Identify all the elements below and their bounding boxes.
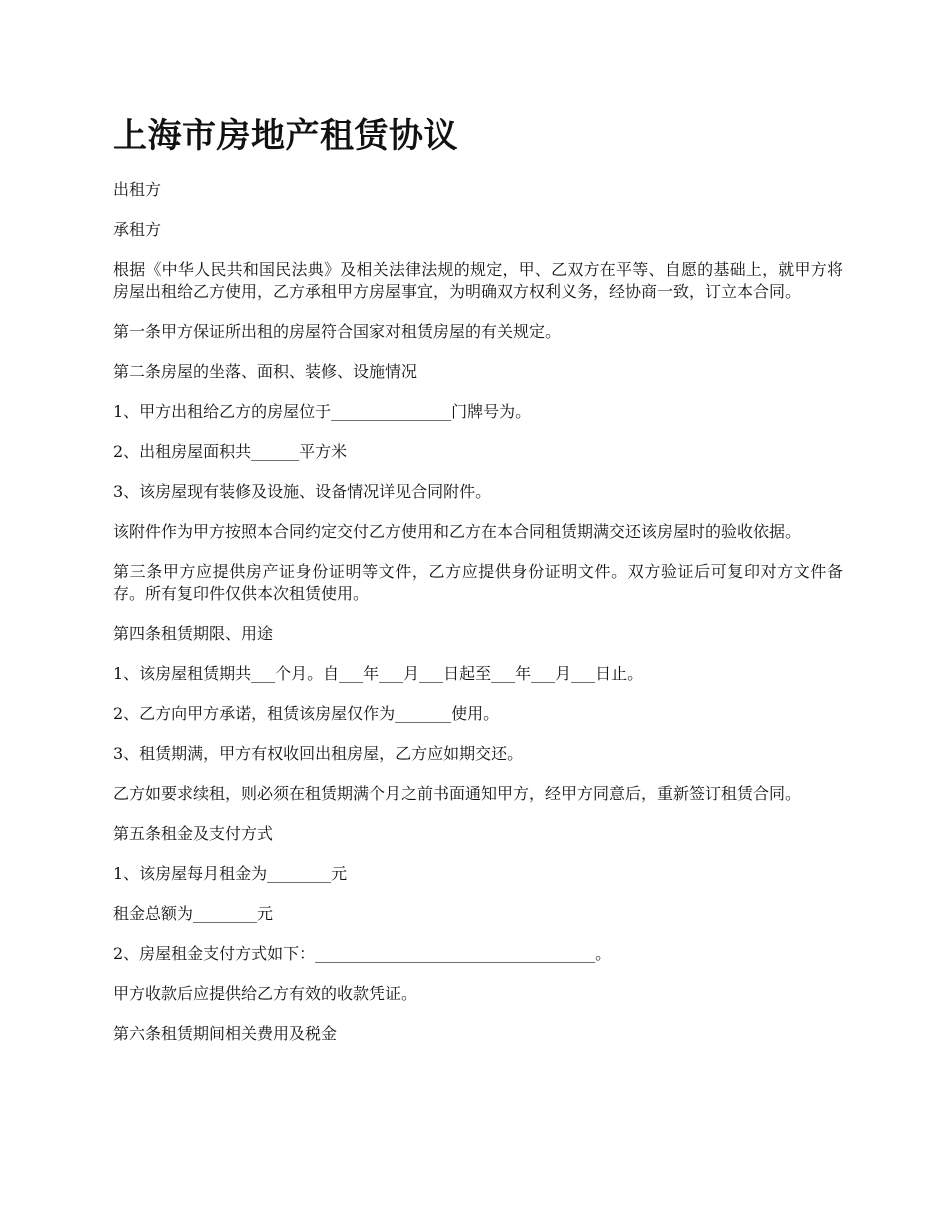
article-4-item-2: 2、乙方向甲方承诺，租赁该房屋仅作为_______使用。: [113, 704, 500, 723]
renewal-note: 乙方如要求续租，则必须在租赁期满个月之前书面通知甲方，经甲方同意后，重新签订租赁合同。: [113, 784, 802, 803]
party-lessee-line: 承租方: [113, 220, 162, 239]
document-body: [113, 179, 843, 1045]
article-1: 第一条甲方保证所出租的房屋符合国家对租赁房屋的有关规定。: [113, 322, 562, 341]
rent-total-line: 租金总额为________元: [113, 904, 274, 923]
article-3: 第三条甲方应提供房产证身份证明等文件，乙方应提供身份证明文件。双方验证后可复印对方文件备存。所有复印件仅供本次租赁使用。: [113, 562, 843, 603]
article-6-heading: 第六条租赁期间相关费用及税金: [113, 1024, 338, 1043]
article-2-item-2: 2、出租房屋面积共______平方米: [113, 442, 348, 461]
article-2-item-3: 3、该房屋现有装修及设施、设备情况详见合同附件。: [113, 482, 492, 501]
article-2-item-1: 1、甲方出租给乙方的房屋位于_______________门牌号为。: [113, 402, 532, 421]
article-2-heading: 第二条房屋的坐落、面积、装修、设施情况: [113, 362, 418, 381]
party-lessor-line: 出租方: [113, 180, 162, 199]
article-4-heading: 第四条租赁期限、用途: [113, 624, 274, 643]
article-5-item-1: 1、该房屋每月租金为________元: [113, 864, 348, 883]
document-page: [113, 112, 843, 1063]
article-5-item-2: 2、房屋租金支付方式如下：___________________________________。: [113, 944, 612, 963]
document-title: 上海市房地产租赁协议: [113, 116, 458, 156]
preamble-paragraph: 根据《中华人民共和国民法典》及相关法律法规的规定，甲、乙双方在平等、自愿的基础上，就甲方将房屋出租给乙方使用，乙方承租甲方房屋事宜，为明确双方权利义务，经协商一致，订立本合同。: [113, 260, 843, 301]
attachment-note: 该附件作为甲方按照本合同约定交付乙方使用和乙方在本合同租赁期满交还该房屋时的验收依据。: [113, 522, 802, 541]
article-5-heading: 第五条租金及支付方式: [113, 824, 274, 843]
article-4-item-3: 3、租赁期满，甲方有权收回出租房屋，乙方应如期交还。: [113, 744, 524, 763]
receipt-note: 甲方收款后应提供给乙方有效的收款凭证。: [113, 984, 418, 1003]
article-4-item-1: 1、该房屋租赁期共___个月。自___年___月___日起至___年___月___日止。: [113, 664, 644, 683]
